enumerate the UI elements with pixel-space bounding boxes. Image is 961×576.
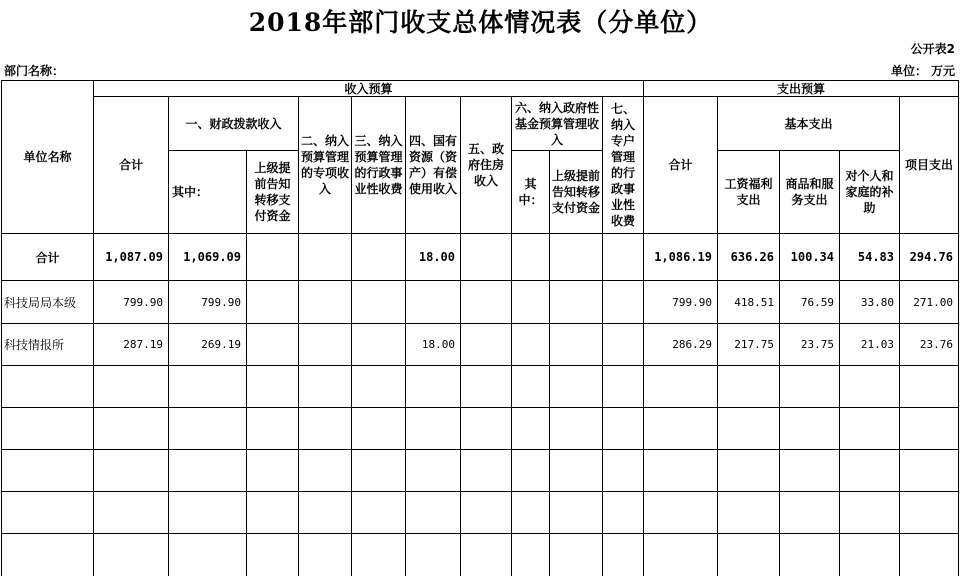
unit-label-text: 单位： [890,64,927,78]
header-upper-transfer-2: 上级提前告知转移支付资金 [552,169,601,215]
table-row-income-total: 287.19 [123,338,163,351]
header-income-total: 合计 [118,158,143,172]
form-number: 公开表2 [910,42,955,56]
header-personal-subsidy: 对个人和家庭的补助 [845,169,894,215]
header-project-expense: 项目支出 [904,158,953,172]
header-special-income: 二、纳入预算管理的专项收入 [301,134,350,196]
row-total-goods: 100.34 [790,250,834,264]
header-goods-services: 商品和服务支出 [785,177,834,207]
table-row-subsidy: 33.80 [860,295,894,309]
row-total-expense-total: 1,086.19 [654,250,712,264]
header-gov-fund: 六、纳入政府性基金预算管理收入 [515,100,600,147]
department-name-label: 部门名称： [4,64,65,78]
header-income-budget: 收入预算 [344,81,393,96]
header-expense-total: 合计 [668,158,693,172]
table-row-fiscal: 799.90 [201,295,241,309]
table-row-income-total: 799.90 [123,295,163,309]
header-of-which-2: 其中： [518,177,543,207]
table-row-fiscal: 269.19 [201,338,241,351]
header-admin-fees: 三、纳入预算管理的行政事业性收费 [354,134,403,196]
header-state-assets: 四、国有资源（资产）有偿使用收入 [409,134,458,196]
row-total-state-assets: 18.00 [418,250,455,264]
header-upper-transfer-1: 上级提前告知转移支付资金 [254,161,291,223]
table-row-project: 271.00 [913,295,953,309]
table-row-project: 23.76 [919,338,953,351]
page-title: 2018年部门收支总体情况表（分单位） [248,8,713,37]
row-total-fiscal: 1,069.09 [183,250,241,264]
table-row-name: 科技情报所 [4,338,65,352]
table-row-name: 科技局局本级 [4,295,77,310]
table-row-goods: 23.75 [800,338,834,351]
row-total-project: 294.76 [909,250,953,264]
row-total-subsidy: 54.83 [857,250,894,264]
table-row-wages: 217.75 [734,338,774,351]
table-row-subsidy: 21.03 [860,338,894,351]
header-basic-expense: 基本支出 [784,116,833,131]
header-housing: 五、政府住房收入 [467,142,504,188]
table-row-expense-total: 286.29 [672,338,712,351]
table-row-wages: 418.51 [734,295,774,309]
header-of-which-1: 其中： [172,185,209,199]
header-special-fees: 七、纳入专户管理的行政事业性收费 [610,102,635,228]
header-fiscal-appropriation: 一、财政拨款收入 [185,116,282,131]
header-wages: 工资福利支出 [724,177,773,207]
table-row-state-assets [406,281,460,323]
table-row-expense-total: 799.90 [672,295,712,309]
row-total-wages: 636.26 [730,250,774,264]
row-total-name: 合计 [35,250,60,265]
table-row-state-assets: 18.00 [421,338,455,351]
table-row-goods: 76.59 [800,295,834,309]
header-expense-budget: 支出预算 [776,81,825,96]
header-unit-name: 单位名称 [23,150,72,164]
row-total-income-total: 1,087.09 [105,250,163,264]
unit-value: 万元 [930,64,955,78]
